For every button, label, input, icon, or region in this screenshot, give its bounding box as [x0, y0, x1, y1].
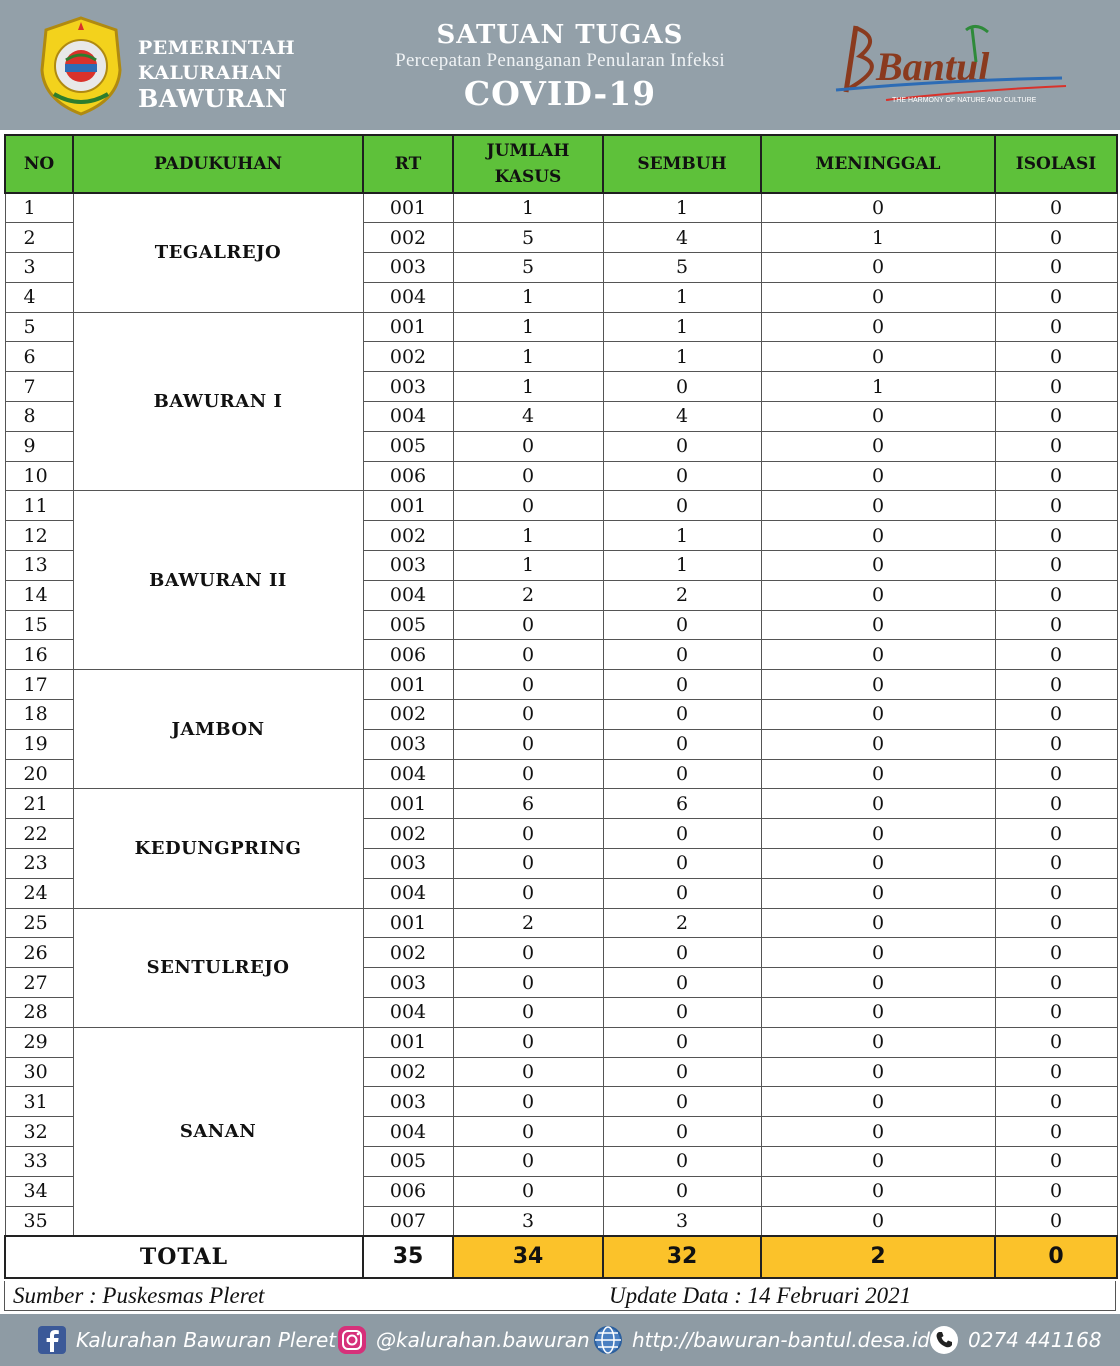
cell-meninggal: 0	[761, 491, 995, 521]
cell-jumlah-kasus: 1	[453, 551, 603, 581]
cell-no: 14	[5, 580, 73, 610]
cell-isolasi: 0	[995, 580, 1117, 610]
cell-rt: 004	[363, 878, 453, 908]
cell-no: 19	[5, 729, 73, 759]
instagram-label: @kalurahan.bawuran	[376, 1328, 590, 1352]
col-header-jumlah-line2: KASUS	[494, 167, 562, 187]
cell-sembuh: 1	[603, 282, 761, 312]
footer-instagram[interactable]	[336, 1323, 590, 1357]
cell-no: 34	[5, 1176, 73, 1206]
cell-no: 35	[5, 1206, 73, 1236]
cell-no: 9	[5, 431, 73, 461]
cell-isolasi: 0	[995, 998, 1117, 1028]
cell-jumlah-kasus: 0	[453, 1176, 603, 1206]
cell-jumlah-kasus: 0	[453, 431, 603, 461]
cell-rt: 001	[363, 312, 453, 342]
cell-rt: 003	[363, 849, 453, 879]
covid-cases-table	[4, 134, 1118, 1279]
footer-facebook[interactable]	[36, 1323, 336, 1357]
footer-website[interactable]	[592, 1323, 930, 1357]
cell-isolasi: 0	[995, 461, 1117, 491]
cell-sembuh: 1	[603, 312, 761, 342]
cell-sembuh: 5	[603, 253, 761, 283]
footer-phone[interactable]	[928, 1323, 1102, 1357]
cell-padukuhan: BAWURAN II	[73, 491, 363, 670]
col-header-isolasi: ISOLASI	[995, 135, 1117, 193]
cell-sembuh: 6	[603, 789, 761, 819]
cell-no: 13	[5, 551, 73, 581]
cell-rt: 001	[363, 491, 453, 521]
cell-rt: 003	[363, 253, 453, 283]
cell-sembuh: 0	[603, 819, 761, 849]
cell-meninggal: 0	[761, 521, 995, 551]
cell-isolasi: 0	[995, 521, 1117, 551]
cell-isolasi: 0	[995, 700, 1117, 730]
cell-sembuh: 0	[603, 938, 761, 968]
cell-meninggal: 0	[761, 640, 995, 670]
cell-sembuh: 0	[603, 1117, 761, 1147]
cell-meninggal: 0	[761, 849, 995, 879]
total-meninggal: 2	[761, 1236, 995, 1278]
cell-isolasi: 0	[995, 402, 1117, 432]
cell-meninggal: 0	[761, 580, 995, 610]
table-row	[5, 491, 1117, 521]
cell-no: 20	[5, 759, 73, 789]
cell-jumlah-kasus: 2	[453, 580, 603, 610]
source-row	[4, 1281, 1116, 1311]
col-header-padukuhan: PADUKUHAN	[73, 135, 363, 193]
cell-rt: 002	[363, 342, 453, 372]
organization-name	[138, 36, 338, 111]
cell-meninggal: 0	[761, 789, 995, 819]
cell-sembuh: 1	[603, 551, 761, 581]
cell-sembuh: 4	[603, 402, 761, 432]
cell-rt: 001	[363, 670, 453, 700]
cell-meninggal: 0	[761, 193, 995, 223]
cell-no: 31	[5, 1087, 73, 1117]
globe-icon	[592, 1324, 624, 1356]
cell-isolasi: 0	[995, 491, 1117, 521]
cell-sembuh: 0	[603, 372, 761, 402]
cell-jumlah-kasus: 0	[453, 610, 603, 640]
cell-meninggal: 0	[761, 431, 995, 461]
cell-sembuh: 0	[603, 729, 761, 759]
cell-sembuh: 2	[603, 908, 761, 938]
report-header	[0, 0, 1120, 130]
cell-sembuh: 0	[603, 700, 761, 730]
table-row	[5, 193, 1117, 223]
cell-jumlah-kasus: 0	[453, 729, 603, 759]
cell-rt: 003	[363, 1087, 453, 1117]
cell-no: 3	[5, 253, 73, 283]
cell-sembuh: 0	[603, 670, 761, 700]
cell-jumlah-kasus: 3	[453, 1206, 603, 1236]
kalurahan-emblem-icon	[36, 14, 126, 118]
title-line-2: Percepatan Penanganan Penularan Infeksi	[395, 50, 725, 71]
table-body	[5, 193, 1117, 1236]
cell-rt: 004	[363, 282, 453, 312]
cell-rt: 006	[363, 1176, 453, 1206]
cell-isolasi: 0	[995, 1147, 1117, 1177]
cell-sembuh: 0	[603, 610, 761, 640]
cell-sembuh: 0	[603, 849, 761, 879]
phone-label: 0274 441168	[968, 1328, 1102, 1352]
cell-jumlah-kasus: 6	[453, 789, 603, 819]
cell-rt: 006	[363, 461, 453, 491]
cell-no: 24	[5, 878, 73, 908]
cell-jumlah-kasus: 0	[453, 1147, 603, 1177]
cell-no: 26	[5, 938, 73, 968]
cell-meninggal: 0	[761, 908, 995, 938]
cell-rt: 001	[363, 789, 453, 819]
cell-no: 15	[5, 610, 73, 640]
cell-sembuh: 2	[603, 580, 761, 610]
cell-meninggal: 0	[761, 819, 995, 849]
cell-rt: 003	[363, 729, 453, 759]
cell-rt: 007	[363, 1206, 453, 1236]
table-header-row	[5, 135, 1117, 193]
total-rt: 35	[363, 1236, 453, 1278]
cell-isolasi: 0	[995, 968, 1117, 998]
cell-isolasi: 0	[995, 1057, 1117, 1087]
cell-sembuh: 3	[603, 1206, 761, 1236]
col-header-meninggal: MENINGGAL	[761, 135, 995, 193]
cell-no: 5	[5, 312, 73, 342]
table-row	[5, 312, 1117, 342]
cell-jumlah-kasus: 2	[453, 908, 603, 938]
cell-padukuhan: JAMBON	[73, 670, 363, 789]
cell-sembuh: 0	[603, 1176, 761, 1206]
cell-padukuhan: SENTULREJO	[73, 908, 363, 1027]
cell-sembuh: 4	[603, 223, 761, 253]
cell-rt: 004	[363, 402, 453, 432]
data-source: Sumber : Puskesmas Pleret	[13, 1283, 265, 1308]
cell-meninggal: 0	[761, 610, 995, 640]
cell-no: 30	[5, 1057, 73, 1087]
total-jumlah-kasus: 34	[453, 1236, 603, 1278]
cell-jumlah-kasus: 0	[453, 1027, 603, 1057]
cell-isolasi: 0	[995, 551, 1117, 581]
col-header-rt: RT	[363, 135, 453, 193]
cell-isolasi: 0	[995, 610, 1117, 640]
cell-no: 28	[5, 998, 73, 1028]
cell-isolasi: 0	[995, 729, 1117, 759]
report-title	[340, 20, 780, 113]
bantul-logo-tagline: THE HARMONY OF NATURE AND CULTURE	[892, 97, 1037, 104]
total-row	[5, 1236, 1117, 1278]
cell-isolasi: 0	[995, 253, 1117, 283]
website-label: http://bawuran-bantul.desa.id	[632, 1328, 930, 1352]
phone-icon	[928, 1324, 960, 1356]
cell-isolasi: 0	[995, 759, 1117, 789]
cell-jumlah-kasus: 4	[453, 402, 603, 432]
update-date: Update Data : 14 Februari 2021	[609, 1283, 912, 1308]
cell-rt: 006	[363, 640, 453, 670]
cell-no: 22	[5, 819, 73, 849]
cell-meninggal: 0	[761, 1117, 995, 1147]
cell-meninggal: 0	[761, 1147, 995, 1177]
total-label: TOTAL	[5, 1236, 363, 1278]
cell-isolasi: 0	[995, 342, 1117, 372]
cell-isolasi: 0	[995, 1027, 1117, 1057]
cell-rt: 002	[363, 223, 453, 253]
cell-meninggal: 0	[761, 461, 995, 491]
cell-jumlah-kasus: 0	[453, 1117, 603, 1147]
cell-jumlah-kasus: 1	[453, 521, 603, 551]
cell-isolasi: 0	[995, 789, 1117, 819]
cell-isolasi: 0	[995, 223, 1117, 253]
org-line-2: KALURAHAN	[138, 62, 283, 84]
cell-rt: 002	[363, 819, 453, 849]
cell-rt: 003	[363, 551, 453, 581]
cell-meninggal: 0	[761, 253, 995, 283]
cell-jumlah-kasus: 0	[453, 1087, 603, 1117]
instagram-icon	[336, 1324, 368, 1356]
cell-no: 6	[5, 342, 73, 372]
cell-isolasi: 0	[995, 819, 1117, 849]
cell-rt: 002	[363, 1057, 453, 1087]
cell-rt: 001	[363, 193, 453, 223]
contact-footer	[0, 1314, 1120, 1366]
col-header-jumlah-line1: JUMLAH	[486, 141, 570, 161]
cell-isolasi: 0	[995, 640, 1117, 670]
cell-isolasi: 0	[995, 282, 1117, 312]
cell-jumlah-kasus: 5	[453, 253, 603, 283]
cell-sembuh: 1	[603, 521, 761, 551]
cell-isolasi: 0	[995, 312, 1117, 342]
total-sembuh: 32	[603, 1236, 761, 1278]
cell-isolasi: 0	[995, 938, 1117, 968]
cell-meninggal: 0	[761, 1087, 995, 1117]
col-header-sembuh: SEMBUH	[603, 135, 761, 193]
col-header-no: NO	[5, 135, 73, 193]
cell-no: 2	[5, 223, 73, 253]
cell-jumlah-kasus: 1	[453, 342, 603, 372]
cell-jumlah-kasus: 1	[453, 372, 603, 402]
cell-sembuh: 0	[603, 878, 761, 908]
cell-padukuhan: TEGALREJO	[73, 193, 363, 312]
cell-sembuh: 0	[603, 640, 761, 670]
cell-jumlah-kasus: 0	[453, 491, 603, 521]
cell-no: 12	[5, 521, 73, 551]
cell-jumlah-kasus: 1	[453, 312, 603, 342]
cell-no: 25	[5, 908, 73, 938]
cell-isolasi: 0	[995, 372, 1117, 402]
col-header-jumlah-kasus	[453, 135, 603, 193]
cell-no: 16	[5, 640, 73, 670]
bantul-logo-icon	[826, 18, 1076, 110]
cell-meninggal: 0	[761, 402, 995, 432]
cell-jumlah-kasus: 1	[453, 193, 603, 223]
cell-no: 33	[5, 1147, 73, 1177]
cell-sembuh: 0	[603, 1057, 761, 1087]
cell-isolasi: 0	[995, 431, 1117, 461]
table-row	[5, 908, 1117, 938]
cell-no: 7	[5, 372, 73, 402]
cell-rt: 005	[363, 431, 453, 461]
cell-sembuh: 1	[603, 193, 761, 223]
cell-meninggal: 0	[761, 1057, 995, 1087]
table-row	[5, 789, 1117, 819]
title-line-1: SATUAN TUGAS	[436, 20, 684, 50]
cell-rt: 004	[363, 1117, 453, 1147]
table-row	[5, 670, 1117, 700]
bantul-logo-word: Bantul	[876, 44, 990, 89]
facebook-label: Kalurahan Bawuran Pleret	[76, 1328, 337, 1352]
cell-no: 18	[5, 700, 73, 730]
cell-no: 23	[5, 849, 73, 879]
total-isolasi: 0	[995, 1236, 1117, 1278]
cell-no: 10	[5, 461, 73, 491]
cell-sembuh: 1	[603, 342, 761, 372]
cell-no: 32	[5, 1117, 73, 1147]
table-row	[5, 1027, 1117, 1057]
cell-no: 27	[5, 968, 73, 998]
cell-meninggal: 0	[761, 998, 995, 1028]
cell-meninggal: 1	[761, 372, 995, 402]
cell-meninggal: 0	[761, 1027, 995, 1057]
cell-padukuhan: BAWURAN I	[73, 312, 363, 491]
cell-rt: 001	[363, 1027, 453, 1057]
cell-sembuh: 0	[603, 491, 761, 521]
cell-rt: 003	[363, 968, 453, 998]
cell-meninggal: 0	[761, 968, 995, 998]
cell-sembuh: 0	[603, 968, 761, 998]
cell-meninggal: 1	[761, 223, 995, 253]
cell-jumlah-kasus: 0	[453, 640, 603, 670]
cell-meninggal: 0	[761, 878, 995, 908]
org-line-3: BAWURAN	[138, 84, 288, 113]
cell-rt: 004	[363, 580, 453, 610]
cell-no: 29	[5, 1027, 73, 1057]
cell-meninggal: 0	[761, 282, 995, 312]
cell-jumlah-kasus: 0	[453, 670, 603, 700]
cell-rt: 001	[363, 908, 453, 938]
cell-sembuh: 0	[603, 1027, 761, 1057]
cell-no: 1	[5, 193, 73, 223]
cell-jumlah-kasus: 5	[453, 223, 603, 253]
cell-sembuh: 0	[603, 431, 761, 461]
cell-meninggal: 0	[761, 1176, 995, 1206]
cell-meninggal: 0	[761, 312, 995, 342]
cell-meninggal: 0	[761, 670, 995, 700]
cell-sembuh: 0	[603, 461, 761, 491]
cell-jumlah-kasus: 0	[453, 968, 603, 998]
cell-no: 8	[5, 402, 73, 432]
cell-isolasi: 0	[995, 670, 1117, 700]
cell-isolasi: 0	[995, 849, 1117, 879]
cell-no: 4	[5, 282, 73, 312]
cell-rt: 005	[363, 1147, 453, 1177]
cell-meninggal: 0	[761, 342, 995, 372]
cell-meninggal: 0	[761, 938, 995, 968]
cell-no: 21	[5, 789, 73, 819]
cell-isolasi: 0	[995, 1206, 1117, 1236]
cell-padukuhan: SANAN	[73, 1027, 363, 1236]
cell-jumlah-kasus: 0	[453, 878, 603, 908]
cell-isolasi: 0	[995, 1117, 1117, 1147]
facebook-icon	[36, 1324, 68, 1356]
cell-rt: 005	[363, 610, 453, 640]
cell-rt: 003	[363, 372, 453, 402]
cell-sembuh: 0	[603, 1087, 761, 1117]
cell-rt: 004	[363, 998, 453, 1028]
cell-rt: 004	[363, 759, 453, 789]
cell-jumlah-kasus: 0	[453, 700, 603, 730]
cell-meninggal: 0	[761, 551, 995, 581]
cell-jumlah-kasus: 0	[453, 819, 603, 849]
cell-jumlah-kasus: 0	[453, 849, 603, 879]
cell-no: 17	[5, 670, 73, 700]
org-line-1: PEMERINTAH	[138, 37, 296, 59]
cell-rt: 002	[363, 521, 453, 551]
cell-meninggal: 0	[761, 759, 995, 789]
cell-jumlah-kasus: 0	[453, 759, 603, 789]
cell-padukuhan: KEDUNGPRING	[73, 789, 363, 908]
title-line-3: COVID-19	[463, 74, 657, 113]
cell-jumlah-kasus: 0	[453, 938, 603, 968]
cell-isolasi: 0	[995, 1087, 1117, 1117]
cell-jumlah-kasus: 0	[453, 998, 603, 1028]
cell-rt: 002	[363, 938, 453, 968]
cell-sembuh: 0	[603, 759, 761, 789]
cell-jumlah-kasus: 0	[453, 461, 603, 491]
cell-meninggal: 0	[761, 1206, 995, 1236]
cell-jumlah-kasus: 1	[453, 282, 603, 312]
cell-sembuh: 0	[603, 1147, 761, 1177]
cell-jumlah-kasus: 0	[453, 1057, 603, 1087]
cell-sembuh: 0	[603, 998, 761, 1028]
cell-isolasi: 0	[995, 878, 1117, 908]
cell-isolasi: 0	[995, 193, 1117, 223]
cell-meninggal: 0	[761, 729, 995, 759]
cell-isolasi: 0	[995, 908, 1117, 938]
cell-rt: 002	[363, 700, 453, 730]
cell-isolasi: 0	[995, 1176, 1117, 1206]
cell-meninggal: 0	[761, 700, 995, 730]
cell-no: 11	[5, 491, 73, 521]
